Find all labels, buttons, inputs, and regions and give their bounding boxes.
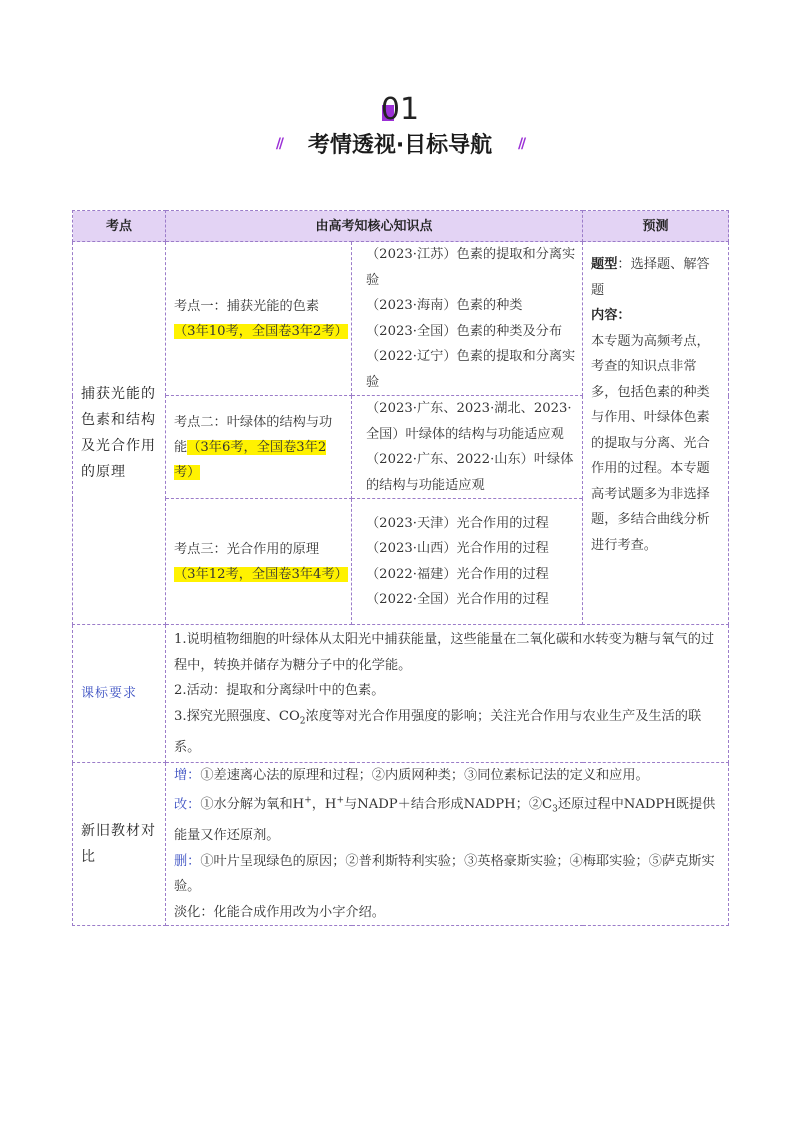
header-cell-knowledge: 由高考知核心知识点 [166, 211, 583, 242]
exam-item: （2023·全国）色素的种类及分布 [366, 323, 563, 339]
header-cell-point: 考点 [73, 211, 166, 242]
comparison-fade: 淡化：化能合成作用改为小字介绍。 [174, 904, 385, 920]
comparison-change [174, 789, 720, 849]
knowledge-point-frequency: （3年12考，全国卷3年4考） [174, 566, 348, 582]
section-number: 01 [380, 92, 420, 127]
comparison-cell [166, 763, 729, 926]
page-title-text: 考情透视·目标导航 [307, 133, 493, 158]
knowledge-point-frequency: （3年6考，全国卷3年2考） [174, 439, 327, 480]
comparison-label: 新旧教材对比 [73, 763, 166, 926]
section-label: 捕获光能的色素和结构及光合作用的原理 [73, 242, 166, 625]
exam-item: （2023·广东、2023·湖北、2023·全国）叶绿体的结构与功能适应观 [366, 401, 572, 442]
knowledge-point-title: 考点二：叶绿体的结构与功能 [174, 414, 333, 455]
exam-list [352, 242, 583, 396]
table-row [73, 763, 729, 926]
header-cell-prediction: 预测 [583, 211, 729, 242]
exam-list [352, 499, 583, 625]
prediction-content-label: 内容： [591, 308, 631, 323]
prediction-content-text: 本专题为高频考点，考查的知识点非常多，包括色素的种类与作用、叶绿体色素的提取与分离、光合作用的过程。本专题高考试题多为非选择题，多结合曲线分析进行考查。 [591, 333, 710, 553]
change-text: ①水分解为氧和H+，H+与NADP＋结合形成NADPH；$②C_3$还原过程中NADPH既提供能量又作还原剂。 [174, 795, 716, 844]
exam-item: （2022·全国）光合作用的过程 [366, 592, 549, 607]
requirement-item: 3.探究光照强度、$CO_2$浓度等对光合作用强度的影响；关注光合作用与农业生产及生活的联系。 [174, 708, 702, 755]
exam-list [352, 396, 583, 499]
requirement-item: 2.活动：提取和分离绿叶中的色素。 [174, 683, 385, 698]
knowledge-point-title: 考点一：捕获光能的色素 [174, 298, 320, 314]
left-slash-decoration: // [275, 136, 283, 152]
prediction-type-value: ：选择题、解答题 [591, 257, 710, 298]
requirement-item: 1.说明植物细胞的叶绿体从太阳光中捕获能量，这些能量在二氧化碳和水转变为糖与氧气的过程中，转换并储存为糖分子中的化学能。 [174, 632, 715, 673]
page-title [275, 128, 525, 159]
add-text: ①差速离心法的原理和过程；②内质网种类；③同位素标记法的定义和应用。 [200, 768, 649, 784]
delete-tag: 删： [174, 853, 201, 869]
exam-item: （2022·福建）光合作用的过程 [366, 566, 549, 582]
add-tag: 增： [174, 768, 201, 784]
delete-text: ①叶片呈现绿色的原因；②普利斯特利实验；③英格豪斯实验；④梅耶实验；⑤萨克斯实验。 [174, 853, 715, 895]
knowledge-point [166, 499, 352, 625]
exam-item: （2022·广东、2022·山东）叶绿体的结构与功能适应观 [366, 452, 574, 493]
exam-item: （2023·海南）色素的种类 [366, 298, 523, 313]
prediction-cell [583, 242, 729, 625]
exam-item: （2023·天津）光合作用的过程 [366, 515, 549, 531]
exam-item: （2022·辽宁）色素的提取和分离实验 [366, 349, 576, 390]
knowledge-point-title: 考点三：光合作用的原理 [174, 541, 320, 557]
prediction-type-label: 题型 [591, 257, 618, 272]
knowledge-point [166, 396, 352, 499]
exam-item: （2023·江苏）色素的提取和分离实验 [366, 247, 576, 288]
requirements-label: 课标要求 [73, 625, 166, 763]
table-header-row [73, 211, 729, 242]
comparison-delete [174, 849, 720, 900]
exam-overview-table [72, 210, 729, 926]
requirements-cell [166, 625, 729, 763]
exam-item: （2023·山西）光合作用的过程 [366, 541, 549, 556]
table-row [73, 242, 729, 396]
knowledge-point [166, 242, 352, 396]
right-slash-decoration: // [517, 136, 525, 152]
knowledge-point-frequency: （3年10考，全国卷3年2考） [174, 323, 348, 339]
table-row [73, 625, 729, 763]
title-wrap [0, 128, 800, 159]
comparison-add [174, 763, 720, 789]
change-tag: 改： [174, 797, 201, 813]
